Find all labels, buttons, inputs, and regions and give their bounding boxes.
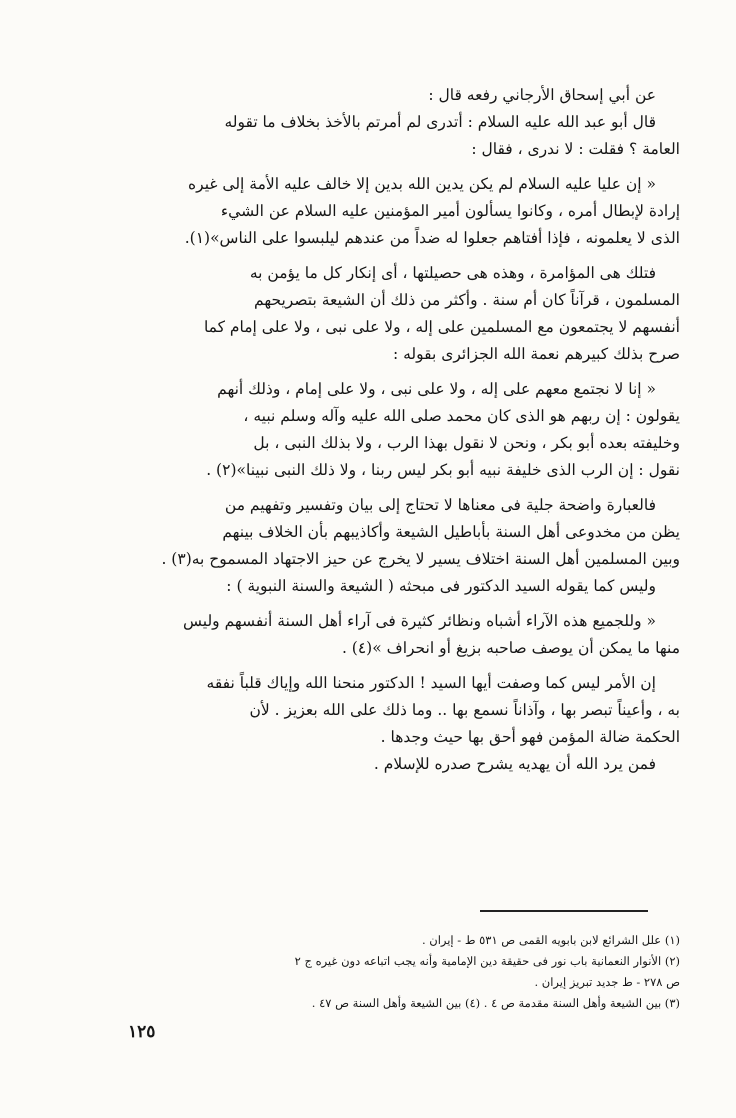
- text-line: « إنا لا نجتمع معهم على إله ، ولا على نبى ، ولا على إمام ، وذلك أنهم: [217, 380, 656, 398]
- text-line: فالعبارة واضحة جلية فى معناها لا تحتاج إلى بيان وتفسير وتفهيم من: [224, 496, 656, 514]
- text-line: وخليفته بعده أبو بكر ، ونحن لا نقول بهذا الرب ، ولا بذلك النبى ، بل: [253, 434, 680, 452]
- text-line: الحكمة ضالة المؤمن فهو أحق بها حيث وجدها .: [380, 728, 680, 746]
- footnote: (١) علل الشرائع لابن بابويه القمى ص ٥٣١ ط - إيران .: [421, 933, 680, 947]
- text-line: « وللجميع هذه الآراء أشباه ونظائر كثيرة فى آراء أهل السنة أنفسهم وليس: [183, 612, 656, 630]
- page-number: ١٢٥: [128, 1022, 156, 1042]
- footnote-divider: [480, 910, 648, 912]
- footnotes: [150, 930, 680, 1014]
- text-line: فمن يرد الله أن يهديه يشرح صدره للإسلام .: [373, 755, 656, 773]
- text-line: الذى لا يعلمونه ، فإذا أفتاهم جعلوا له ضداً من عندهم ليلبسوا على الناس»(١).: [184, 229, 680, 247]
- text-line: نقول : إن الرب الذى خليفة نبيه أبو بكر ليس ربنا ، ولا ذلك النبى نبينا»(٢) .: [206, 461, 680, 479]
- text-line: يظن من مخدوعى أهل السنة بأباطيل الشيعة وأكاذيبهم بأن الخلاف بينهم: [222, 523, 680, 541]
- text-line: يقولون : إن ربهم هو الذى كان محمد صلى الله عليه وآله وسلم نبيه ،: [243, 407, 680, 425]
- text-line: صرح بذلك كبيرهم نعمة الله الجزائرى بقوله :: [392, 345, 680, 363]
- main-text: [150, 82, 680, 778]
- text-line: أنفسهم لا يجتمعون مع المسلمين على إله ، ولا على نبى ، ولا على إمام كما: [203, 318, 680, 336]
- text-line: المسلمون ، قرآناً كان أم سنة . وأكثر من ذلك أن الشيعة بتصريحهم: [254, 291, 680, 309]
- footnote: ص ٢٧٨ - ط جديد تبريز إيران .: [534, 975, 680, 989]
- text-line: وليس كما يقوله السيد الدكتور فى مبحثه ( الشيعة والسنة النبوية ) :: [226, 577, 656, 595]
- text-line: « إن عليا عليه السلام لم يكن يدين الله بدين إلا خالف عليه الأمة إلى غيره: [188, 175, 656, 193]
- text-line: وبين المسلمين أهل السنة اختلاف يسير لا يخرج عن حيز الاجتهاد المسموح به(٣) .: [161, 550, 680, 568]
- text-line: العامة ؟ فقلت : لا ندرى ، فقال :: [471, 140, 680, 158]
- text-line: فتلك هى المؤامرة ، وهذه هى حصيلتها ، أى إنكار كل ما يؤمن به: [249, 264, 656, 282]
- text-line: إن الأمر ليس كما وصفت أيها السيد ! الدكتور منحنا الله وإياك قلباً نفقه: [206, 674, 656, 692]
- text-line: قال أبو عبد الله عليه السلام : أتدرى لم أمرتم بالأخذ بخلاف ما تقوله: [224, 113, 656, 131]
- footnote: (٣) بين الشيعة وأهل السنة مقدمة ص ٤ . (٤) بين الشيعة وأهل السنة ص ٤٧ .: [311, 996, 680, 1010]
- text-line: به ، وأعيناً تبصر بها ، وآذاناً نسمع بها .. وما ذلك على الله بعزيز . لأن: [249, 701, 680, 719]
- footnote: (٢) الأنوار النعمانية باب نور فى حقيقة دين الإمامية وأنه يجب اتباعه دون غيره ج ٢: [294, 954, 680, 968]
- text-line: إرادة لإبطال أمره ، وكانوا يسألون أمير المؤمنين عليه السلام عن الشيء: [220, 202, 680, 220]
- text-line: عن أبي إسحاق الأرجاني رفعه قال :: [428, 86, 656, 104]
- text-line: منها ما يمكن أن يوصف صاحبه بزيغ أو انحراف »(٤) .: [341, 639, 680, 657]
